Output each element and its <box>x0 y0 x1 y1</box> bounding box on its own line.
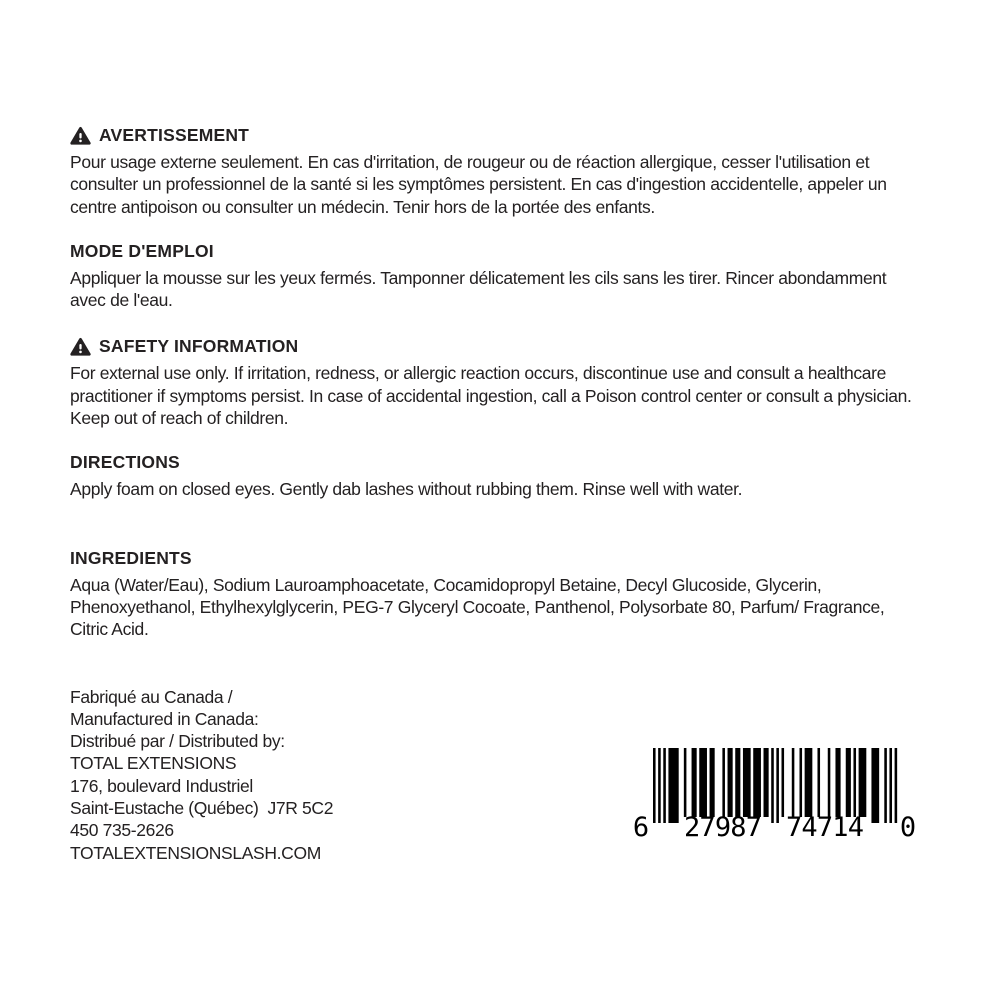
manufacturer-line: TOTALEXTENSIONSLASH.COM <box>70 842 321 863</box>
manufacturer-line: Distribué par / Distributed by: <box>70 731 285 752</box>
ingredients-heading-row <box>70 545 922 572</box>
manufacturer-line: 176, boulevard Industriel <box>70 775 253 796</box>
section-heading: AVERTISSEMENT <box>99 125 250 145</box>
section-mode-demploi <box>70 238 922 312</box>
svg-text:27987: 27987 <box>684 812 762 843</box>
manufacturer-line: Saint-Eustache (Québec) J7R 5C2 <box>70 798 334 819</box>
section-ingredients <box>70 545 922 641</box>
warning-triangle-icon <box>70 337 91 357</box>
barcode <box>622 744 922 844</box>
section-directions <box>70 449 922 500</box>
manufacturer-line: Manufactured in Canada: <box>70 708 259 729</box>
manufacturer-line: 450 735-2626 <box>70 820 174 841</box>
section-body: Apply foam on closed eyes. Gently dab lashes without rubbing them. Rinse well with water. <box>70 479 743 500</box>
section-heading: SAFETY INFORMATION <box>99 336 299 357</box>
section-body: Pour usage externe seulement. En cas d'irritation, de rougeur ou de réaction allergique, cesser l'utilisation et consulter un professionnel de la santé si les symptômes persistent. En cas d'ingestion accidentelle, appeler un centre antipoison ou consulter un médecin. Tenir hors de la portée des enfants. <box>70 152 887 217</box>
section-heading: INGREDIENTS <box>70 547 192 568</box>
safety-heading-row <box>70 333 922 360</box>
section-body: For external use only. If irritation, redness, or allergic reaction occurs, discontinue use and consult a healthcare practitioner if symptoms persist. In case of accidental ingestion, call a Poison control center or consult a physician. Keep out of reach of children. <box>70 363 912 429</box>
section-body: Appliquer la mousse sur les yeux fermés. Tamponner délicatement les cils sans les tirer. Rincer abondamment avec de l'eau. <box>70 267 887 311</box>
avertissement-heading-row <box>70 122 922 149</box>
section-body: Aqua (Water/Eau), Sodium Lauroamphoacetate, Cocamidopropyl Betaine, Decyl Glucoside, Glycerin, Phenoxyethanol, Ethylhexylglycerin, PEG-7 Glyceryl Cocoate, Panthenol, Polysorbate 80, Parfum/ Fragrance, Citric Acid. <box>70 574 885 640</box>
directions-heading-row <box>70 449 922 476</box>
svg-text:6: 6 <box>632 812 650 843</box>
warning-triangle-icon <box>70 126 91 146</box>
section-heading: DIRECTIONS <box>70 452 180 473</box>
mode-demploi-heading-row <box>70 238 922 265</box>
manufacturer-line: TOTAL EXTENSIONS <box>70 753 237 774</box>
section-safety-information <box>70 333 922 429</box>
section-avertissement <box>70 122 922 218</box>
manufacturer-line: Fabriqué au Canada / <box>70 686 233 707</box>
svg-text:0: 0 <box>899 812 917 843</box>
svg-text:74714: 74714 <box>786 812 864 843</box>
section-heading: MODE D'EMPLOI <box>70 240 214 261</box>
